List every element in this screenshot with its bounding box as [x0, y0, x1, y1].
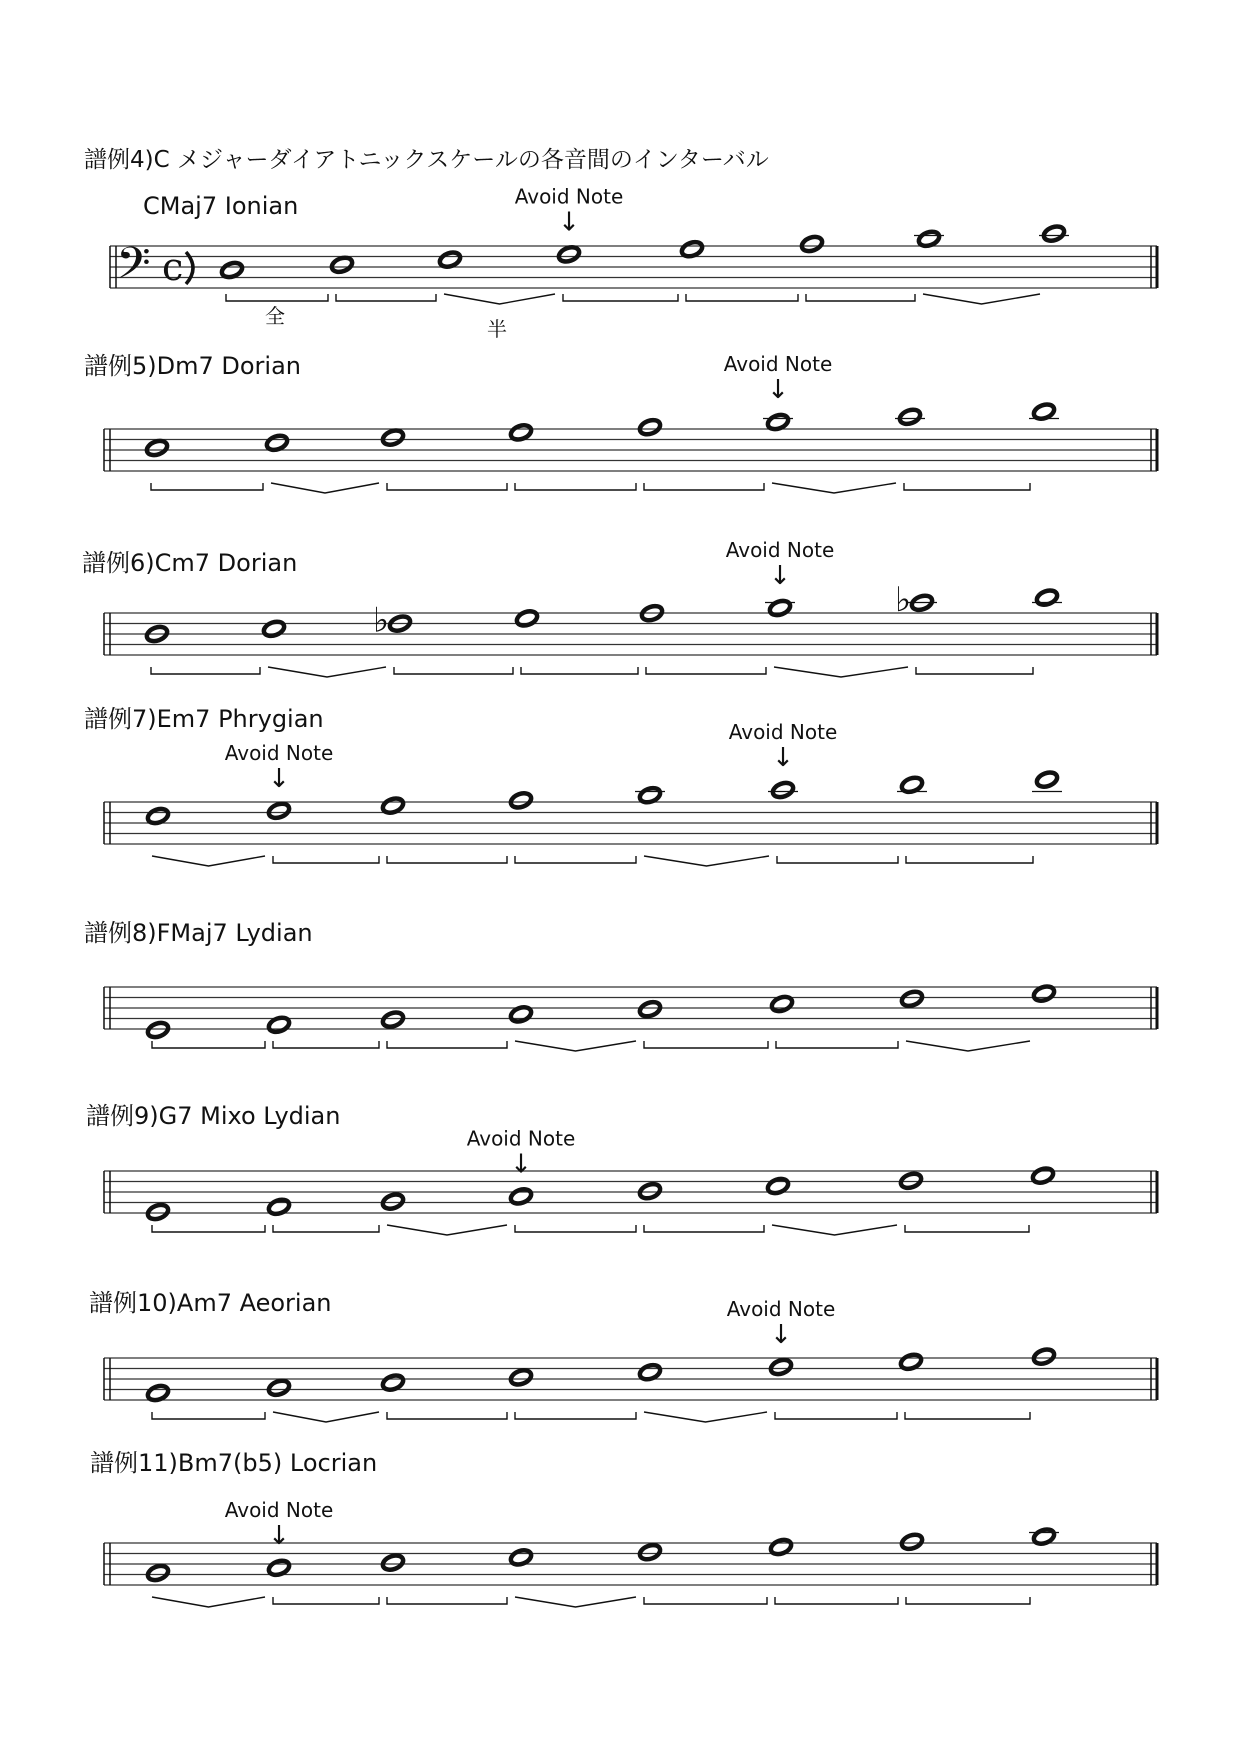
- example-title: 譜例11)Bm7(b5) Locrian: [90, 1449, 378, 1477]
- whole-step-bracket: [152, 1225, 265, 1232]
- scale-note: [381, 1192, 405, 1211]
- whole-step-bracket: [387, 1412, 507, 1419]
- staff: [110, 246, 1157, 288]
- scale-note: [145, 438, 169, 457]
- down-arrow-icon: ↓: [268, 763, 290, 794]
- whole-step-bracket: [387, 856, 507, 863]
- scale-note: [381, 428, 405, 447]
- scale-note: [1031, 1166, 1055, 1185]
- whole-step-bracket: [563, 294, 678, 301]
- scale-note: [267, 801, 291, 820]
- half-step-bracket: [444, 294, 555, 304]
- example-title: 譜例10)Am7 Aeorian: [89, 1289, 332, 1317]
- half-step-bracket: [774, 667, 908, 677]
- whole-step-bracket: [775, 1597, 898, 1604]
- scale-note: [146, 1563, 170, 1582]
- avoid-note-label: Avoid Note: [224, 740, 334, 765]
- whole-step-bracket: [273, 1041, 379, 1048]
- staff: [104, 429, 1157, 471]
- whole-step-bracket: [644, 483, 764, 490]
- whole-step-bracket: [226, 294, 328, 301]
- staff: [104, 613, 1157, 655]
- scale-note: [900, 989, 924, 1008]
- scale-note: [267, 1378, 291, 1397]
- scale-note: [900, 1532, 924, 1551]
- scale-note: [515, 609, 539, 628]
- whole-step-bracket: [905, 1225, 1029, 1232]
- whole-step-bracket: [387, 1597, 507, 1604]
- half-step-bracket: [152, 1597, 265, 1607]
- scale-note: [1035, 770, 1059, 789]
- scale-note: [146, 1020, 170, 1039]
- scale-note: [262, 619, 286, 638]
- scale-example-7: [84, 705, 1157, 866]
- down-arrow-icon: ↓: [770, 1320, 792, 1350]
- scale-note: [768, 598, 792, 617]
- scale-example-10: [89, 1289, 1157, 1422]
- half-step-bracket: [271, 483, 379, 493]
- whole-step-bracket: [515, 856, 636, 863]
- scale-note: [771, 780, 795, 799]
- down-arrow-icon: ↓: [769, 561, 791, 591]
- page-title: 譜例4)C メジャーダイアトニックスケールの各音間のインターバル: [84, 147, 769, 173]
- scale-note: [1032, 1347, 1056, 1366]
- whole-step-bracket: [776, 1041, 898, 1048]
- example-title: 譜例7)Em7 Phrygian: [84, 705, 324, 733]
- scale-note: [509, 1187, 533, 1206]
- half-step-bracket: [923, 294, 1040, 304]
- scale-note: [509, 1368, 533, 1387]
- staff: [104, 1358, 1157, 1400]
- whole-step-bracket: [152, 1041, 265, 1048]
- flat-sign-icon: ♭: [373, 600, 390, 641]
- whole-step-label: 全: [265, 304, 285, 328]
- scale-example-5: [84, 352, 1157, 493]
- scale-example-9: [86, 1102, 1157, 1235]
- scale-example-11: [90, 1449, 1157, 1607]
- scale-note: [381, 1553, 405, 1572]
- scale-example-6: [82, 538, 1157, 677]
- scale-note: [146, 1202, 170, 1221]
- whole-step-bracket: [916, 667, 1033, 674]
- whole-step-bracket: [646, 667, 766, 674]
- whole-step-bracket: [387, 483, 507, 490]
- scale-example-8: [84, 919, 1157, 1051]
- scale-note: [1042, 224, 1066, 243]
- down-arrow-icon: ↓: [268, 1520, 290, 1551]
- staff: [104, 987, 1157, 1029]
- half-step-bracket: [273, 1412, 379, 1422]
- example-title: 譜例8)FMaj7 Lydian: [84, 919, 313, 947]
- whole-step-bracket: [644, 1041, 768, 1048]
- whole-step-bracket: [686, 294, 798, 301]
- half-step-bracket: [152, 856, 265, 866]
- scale-note: [220, 260, 244, 279]
- half-step-bracket: [772, 1225, 897, 1235]
- scale-note: [1035, 588, 1059, 607]
- example-title: 譜例9)G7 Mixo Lydian: [86, 1102, 341, 1130]
- avoid-note-label: Avoid Note: [726, 1297, 836, 1321]
- whole-step-bracket: [906, 856, 1033, 863]
- staff: [104, 802, 1157, 844]
- flat-sign-icon: ♭: [895, 579, 912, 620]
- staff: [104, 1171, 1157, 1213]
- whole-step-bracket: [394, 667, 513, 674]
- half-step-bracket: [515, 1597, 636, 1607]
- down-arrow-icon: ↓: [772, 743, 794, 773]
- example-title: 譜例5)Dm7 Dorian: [84, 352, 302, 380]
- scale-note: [638, 418, 662, 437]
- avoid-note-label: Avoid Note: [725, 538, 835, 562]
- whole-step-bracket: [515, 483, 636, 490]
- avoid-note-label: Avoid Note: [466, 1126, 576, 1151]
- mode-label: CMaj7 Ionian: [143, 192, 299, 220]
- bass-clef: 𝄢: [116, 237, 151, 300]
- scale-note: [766, 1176, 790, 1195]
- whole-step-bracket: [515, 1412, 636, 1419]
- whole-step-bracket: [273, 1225, 379, 1232]
- whole-step-bracket: [806, 294, 915, 301]
- scale-note: [330, 255, 354, 274]
- whole-step-bracket: [521, 667, 638, 674]
- half-step-label: 半: [487, 317, 507, 341]
- half-step-bracket: [268, 667, 386, 677]
- scale-note: [557, 245, 581, 264]
- whole-step-bracket: [644, 1225, 764, 1232]
- example-title: 譜例6)Cm7 Dorian: [82, 549, 298, 577]
- half-step-bracket: [387, 1225, 507, 1235]
- scale-note: [638, 1000, 662, 1019]
- scale-note: [800, 234, 824, 253]
- staff: [104, 1543, 1157, 1585]
- whole-step-bracket: [273, 1597, 379, 1604]
- half-step-bracket: [515, 1041, 636, 1051]
- avoid-note-label: Avoid Note: [514, 184, 624, 209]
- scale-note: [899, 1171, 923, 1190]
- avoid-note-label: Avoid Note: [728, 720, 838, 744]
- half-step-bracket: [644, 856, 769, 866]
- scale-note: [381, 1010, 405, 1029]
- half-step-bracket: [644, 1412, 767, 1422]
- whole-step-bracket: [151, 483, 263, 490]
- avoid-note-label: Avoid Note: [224, 1497, 334, 1522]
- whole-step-bracket: [904, 483, 1030, 490]
- whole-step-bracket: [387, 1041, 507, 1048]
- whole-step-bracket: [515, 1225, 636, 1232]
- whole-step-bracket: [644, 1597, 767, 1604]
- scale-note: [509, 791, 533, 810]
- scale-note: [769, 1357, 793, 1376]
- scale-example-4: [84, 147, 1157, 341]
- half-step-bracket: [906, 1041, 1030, 1051]
- half-step-bracket: [772, 483, 896, 493]
- down-arrow-icon: ↓: [558, 207, 580, 238]
- whole-step-bracket: [906, 1597, 1030, 1604]
- scale-note: [638, 1543, 662, 1562]
- whole-step-bracket: [336, 294, 436, 301]
- whole-step-bracket: [273, 856, 379, 863]
- whole-step-bracket: [777, 856, 898, 863]
- whole-step-bracket: [152, 1412, 265, 1419]
- whole-step-bracket: [775, 1412, 897, 1419]
- scale-note: [898, 407, 922, 426]
- whole-step-bracket: [905, 1412, 1030, 1419]
- whole-step-bracket: [151, 667, 260, 674]
- scale-note: [638, 1182, 662, 1201]
- down-arrow-icon: ↓: [510, 1149, 532, 1180]
- down-arrow-icon: ↓: [767, 375, 789, 405]
- avoid-note-label: Avoid Note: [723, 352, 833, 376]
- common-time-icon: c: [162, 245, 184, 289]
